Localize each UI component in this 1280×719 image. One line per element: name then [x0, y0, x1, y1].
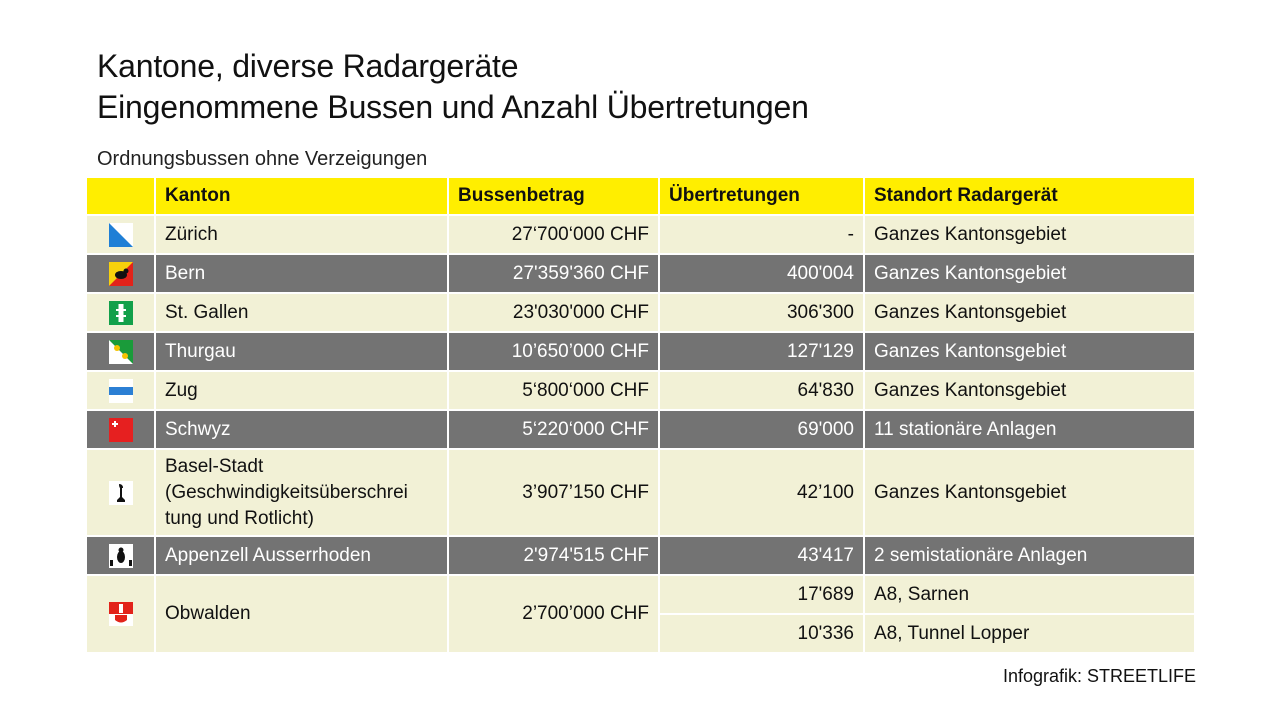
table-row [87, 576, 1194, 615]
table-row [87, 333, 1194, 372]
uebertretungen-cell: 17'689 [660, 576, 865, 615]
standort-cell: Ganzes Kantonsgebiet [865, 333, 1194, 372]
standort-cell: 11 stationäre Anlagen [865, 411, 1194, 450]
uebertretungen-cell: 42’100 [660, 450, 865, 537]
obwalden-flag-icon [109, 602, 133, 626]
table-row [87, 294, 1194, 333]
column-header-flag [87, 178, 156, 216]
flag-cell [87, 216, 156, 255]
st-gallen-flag-icon [109, 301, 133, 325]
standort-cell: A8, Sarnen [865, 576, 1194, 615]
standort-cell: Ganzes Kantonsgebiet [865, 372, 1194, 411]
standort-cell: A8, Tunnel Lopper [865, 615, 1194, 654]
standort-cell: Ganzes Kantonsgebiet [865, 255, 1194, 294]
table-row [87, 255, 1194, 294]
bussenbetrag-cell: 2'974'515 CHF [449, 537, 660, 576]
table-row [87, 411, 1194, 450]
uebertretungen-cell: - [660, 216, 865, 255]
uebertretungen-cell: 69'000 [660, 411, 865, 450]
zurich-flag-icon [109, 223, 133, 247]
uebertretungen-cell: 127'129 [660, 333, 865, 372]
kanton-cell: Obwalden [156, 576, 449, 654]
flag-cell [87, 294, 156, 333]
bussenbetrag-cell: 23'030'000 CHF [449, 294, 660, 333]
kanton-cell: Appenzell Ausserrhoden [156, 537, 449, 576]
flag-cell [87, 255, 156, 294]
uebertretungen-cell: 64'830 [660, 372, 865, 411]
table-row [87, 216, 1194, 255]
page-title [97, 46, 809, 128]
bussenbetrag-cell: 27'359'360 CHF [449, 255, 660, 294]
column-header-standort: Standort Radargerät [865, 178, 1194, 216]
column-header-kanton: Kanton [156, 178, 449, 216]
flag-cell [87, 333, 156, 372]
page-subtitle: Ordnungsbussen ohne Verzeigungen [97, 148, 428, 170]
standort-cell: Ganzes Kantonsgebiet [865, 216, 1194, 255]
bussenbetrag-cell: 5‘220‘000 CHF [449, 411, 660, 450]
standort-cell: 2 semistationäre Anlagen [865, 537, 1194, 576]
flag-cell [87, 537, 156, 576]
basel-stadt-flag-icon [109, 481, 133, 505]
uebertretungen-cell: 43'417 [660, 537, 865, 576]
bussenbetrag-cell: 2’700’000 CHF [449, 576, 660, 654]
table-row [87, 372, 1194, 411]
column-header-bussenbetrag: Bussenbetrag [449, 178, 660, 216]
standort-cell: Ganzes Kantonsgebiet [865, 450, 1194, 537]
kanton-line: tung und Rotlicht) [165, 507, 314, 529]
uebertretungen-cell: 400'004 [660, 255, 865, 294]
uebertretungen-cell: 10'336 [660, 615, 865, 654]
bussenbetrag-cell: 3’907’150 CHF [449, 450, 660, 537]
footer-credit: Infografik: STREETLIFE [1002, 666, 1196, 686]
appenzell-ausserrhoden-flag-icon [109, 544, 133, 568]
bussenbetrag-cell: 5‘800‘000 CHF [449, 372, 660, 411]
kanton-line: (Geschwindigkeitsüberschrei [165, 481, 408, 503]
table-header-row [87, 178, 1194, 216]
flag-cell [87, 411, 156, 450]
schwyz-flag-icon [109, 418, 133, 442]
kanton-cell: Schwyz [156, 411, 449, 450]
bussenbetrag-cell: 10’650’000 CHF [449, 333, 660, 372]
standort-cell: Ganzes Kantonsgebiet [865, 294, 1194, 333]
title-line-2: Eingenommene Bussen und Anzahl Übertretungen [97, 89, 809, 125]
thurgau-flag-icon [109, 340, 133, 364]
column-header-uebertretungen: Übertretungen [660, 178, 865, 216]
zug-flag-icon [109, 379, 133, 403]
flag-cell [87, 576, 156, 654]
table-row [87, 537, 1194, 576]
kanton-cell: Thurgau [156, 333, 449, 372]
kanton-cell: Zug [156, 372, 449, 411]
bern-flag-icon [109, 262, 133, 286]
kanton-cell: Bern [156, 255, 449, 294]
flag-cell [87, 450, 156, 537]
title-line-1: Kantone, diverse Radargeräte [97, 48, 519, 84]
table-row [87, 450, 1194, 537]
flag-cell [87, 372, 156, 411]
kanton-line: Basel-Stadt [165, 455, 264, 477]
kanton-cell: St. Gallen [156, 294, 449, 333]
bussenbetrag-cell: 27‘700‘000 CHF [449, 216, 660, 255]
uebertretungen-cell: 306'300 [660, 294, 865, 333]
kanton-cell [156, 450, 449, 537]
bussen-table [87, 178, 1194, 654]
kanton-cell: Zürich [156, 216, 449, 255]
